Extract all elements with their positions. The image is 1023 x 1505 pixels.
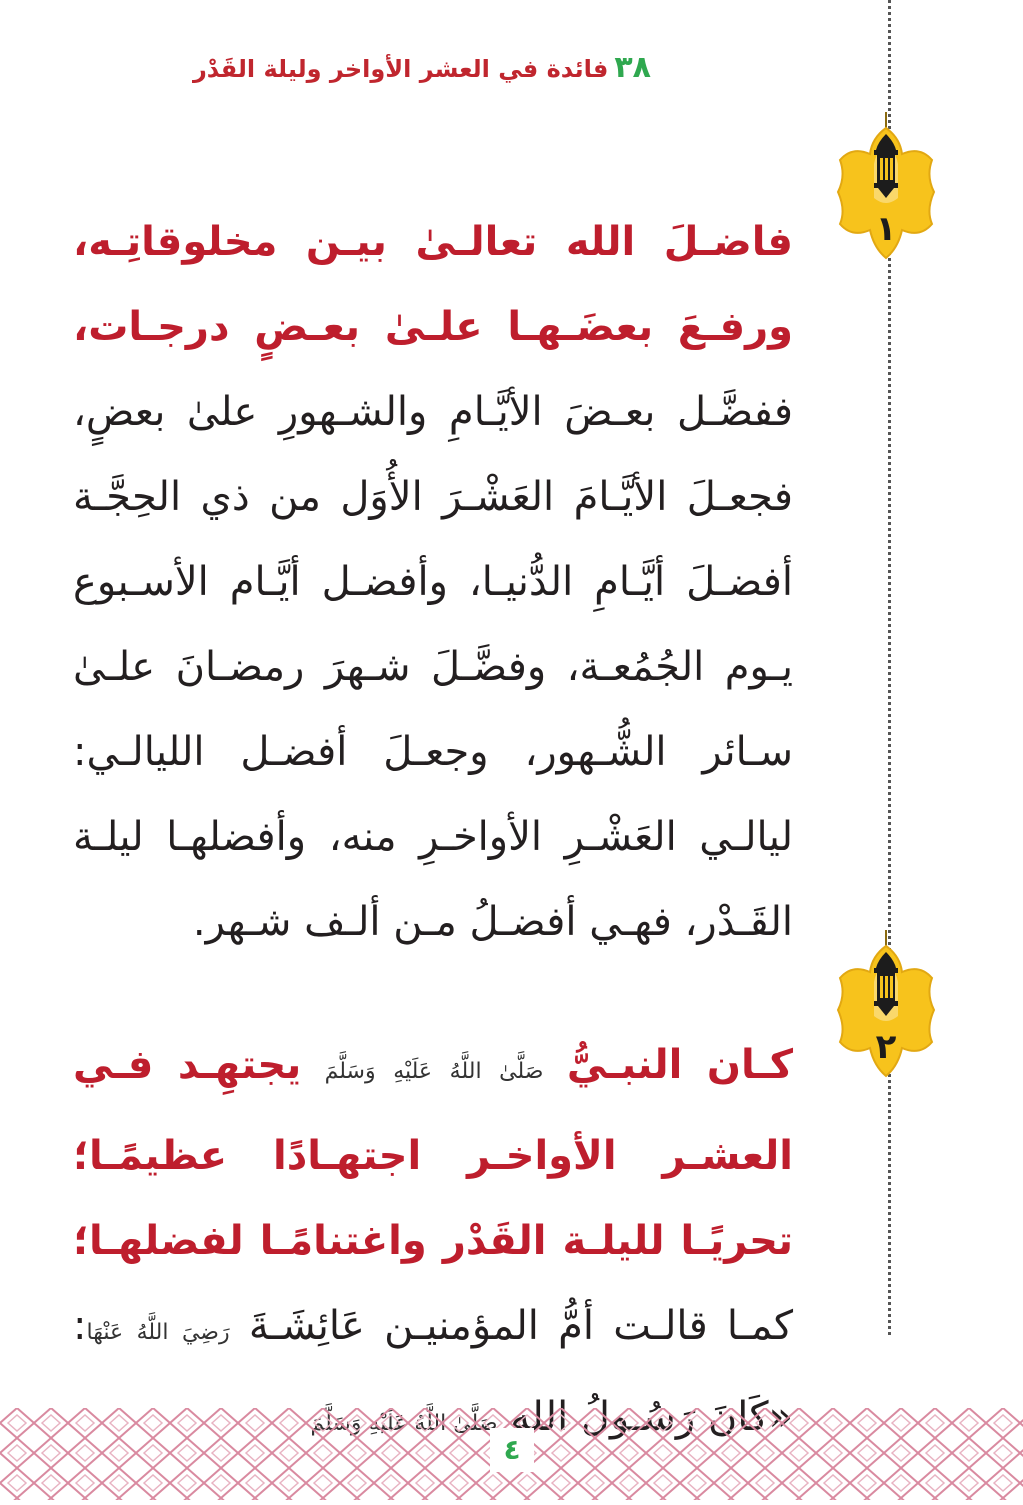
header-number: ٣٨	[614, 50, 651, 85]
section-marker-1	[834, 112, 938, 262]
paragraph-2-body-a: كمـا قالـت أمُّ المؤمنيـن عَائِشَـةَ	[248, 1303, 793, 1349]
header-title: فائدة في العشر الأواخر وليلة القَدْر	[192, 55, 609, 83]
honorific-radiya: رَضِيَ اللَّهُ عَنْهَا	[86, 1320, 230, 1345]
page-number: ٤	[490, 1428, 534, 1472]
paragraph-1-body: ففضَّـل بعـضَ الأيَّـامِ والشـهورِ علىٰ بعضٍ، فجعـلَ الأيَّـامَ العَشْـرَ الأُوَل من ذي الحِجَّـة أفضـلَ أيَّـامِ الدُّنيـا، وأفضـل أيَّـام الأسـبوع يـوم الجُمُعـة، وفضَّـلَ شـهرَ رمضـانَ علـىٰ سـائر الشُّـهور، وجعـلَ أفضـل الليالـي: ليالـي العَشْـرِ الأواخـرِ منه، وأفضلهـا ليلـة القَـدْر، فهـي أفضـلُ مـن ألـف شـهر.	[73, 389, 793, 945]
section-marker-2	[834, 930, 938, 1080]
paragraph-2-highlight-b: يجتهِـد فـي العشـر الأواخـر اجتهـادًا عظيمًـا؛ تحريًـا لليلـة القَدْر واغتنامًـا لفضلهـا؛	[73, 1042, 793, 1264]
honorific-salawat: صَلَّىٰ اللَّهُ عَلَيْهِ وَسَلَّمَ	[324, 1059, 544, 1084]
marker-number: ٢	[875, 1027, 897, 1067]
marker-number: ١	[875, 209, 897, 249]
paragraph-2-highlight-a: كـان النبـيُّ	[566, 1042, 794, 1088]
paragraph-2-body-b: :	[73, 1303, 87, 1349]
paragraph-1-highlight: فاضـلَ الله تعالـىٰ بيـن مخلوقاتِـه، ورفـعَ بعضَـهـا علـىٰ بعـضٍ درجـات،	[73, 219, 793, 350]
running-header	[191, 48, 651, 89]
paragraph-1	[73, 200, 793, 965]
paragraph-2	[73, 1023, 793, 1466]
